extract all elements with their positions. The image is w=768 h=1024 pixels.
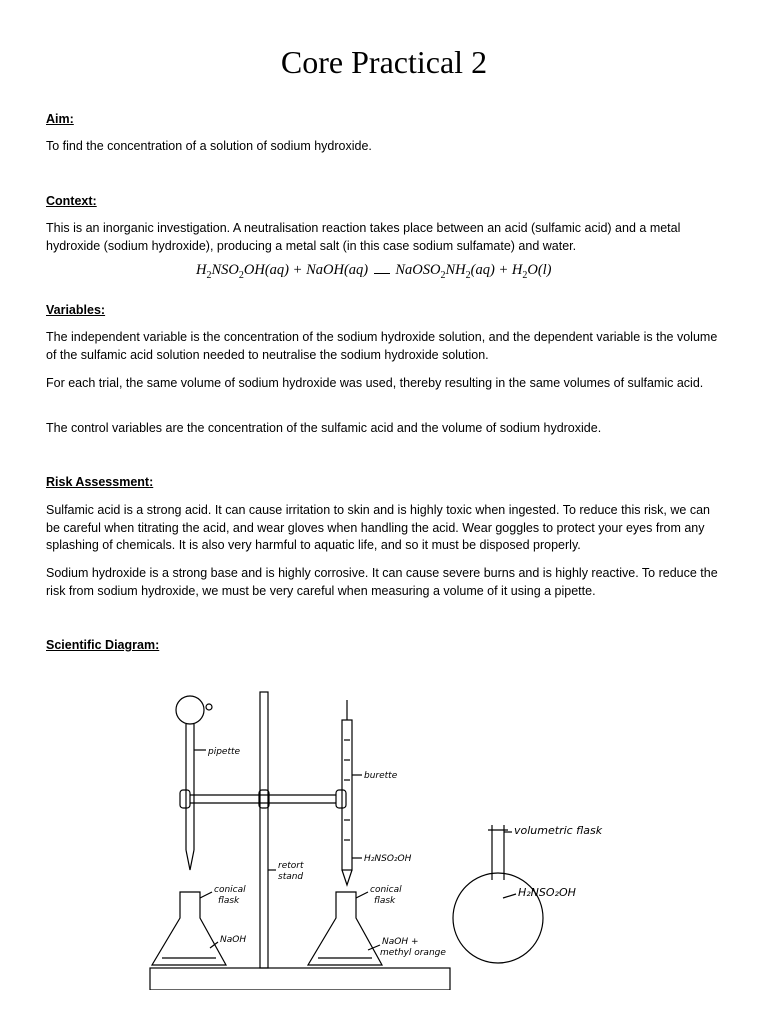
context-text: This is an inorganic investigation. A neutralisation reaction takes place between an acid (sulfamic acid) and a metal hydroxide (sodium hydroxide), producing a metal salt (in this case sodium sulfamate) and water. [46, 221, 681, 253]
label-conical-right: conical [370, 885, 402, 895]
risk-paragraph-2: Sodium hydroxide is a strong base and is highly corrosive. It can cause severe burns and is highly reactive. To reduce the risk from sodium hydroxide, we must be very careful when measuring a volume of it using a pipette. [46, 566, 718, 598]
label-volumetric-flask: volumetric flask [514, 824, 603, 837]
base-plate [150, 968, 450, 990]
label-flask-right: flask [374, 896, 396, 906]
label-stand: stand [278, 872, 304, 882]
burette-tube [342, 720, 352, 870]
label-methyl-orange: methyl orange [380, 948, 446, 958]
clamp-left [180, 790, 190, 808]
label-pipette: pipette [208, 747, 241, 757]
label-burette: burette [364, 771, 398, 781]
conical-flask-right [308, 892, 382, 965]
titration-apparatus-diagram [118, 680, 638, 990]
risk-paragraph-1: Sulfamic acid is a strong acid. It can cause irritation to skin and is highly toxic when ingested. To reduce this risk, we can be careful when titrating the acid, and wear gloves when handling the acid. Wear goggles to protect your eyes from any splashing of chemicals. It is also very harmful to aquatic life, and so it must be disposed properly. [46, 503, 710, 552]
label-naoh-right: NaOH + [382, 937, 419, 947]
label-conical-left: conical [214, 885, 246, 895]
diagram-heading: Scientific Diagram: [46, 638, 160, 652]
aim-heading: Aim: [46, 112, 74, 126]
label-naoh-left: NaOH [220, 935, 247, 945]
label-burette-acid: H₂NSO₂OH [364, 854, 412, 864]
variables-paragraph-2: For each trial, the same volume of sodium hydroxide was used, thereby resulting in the same volumes of sulfamic acid. [46, 376, 704, 390]
variables-paragraph-1: The independent variable is the concentration of the sodium hydroxide solution, and the dependent variable is the volume of the sulfamic acid solution needed to neutralise the sodium hydroxide solution. [46, 330, 718, 362]
reaction-equation: $H_2NSO_2OH(aq)$ + NaOH(aq) $NaOSO_2NH_2(aq) + H_2O(l)$ [196, 262, 552, 281]
label-retort: retort [278, 861, 304, 871]
variables-heading: Variables: [46, 303, 106, 317]
risk-heading: Risk Assessment: [46, 475, 154, 489]
label-flask-left: flask [218, 896, 240, 906]
clamp-right [336, 790, 346, 808]
variables-paragraph-3: The control variables are the concentration of the sulfamic acid and the volume of sodium hydroxide. [46, 421, 602, 435]
context-heading: Context: [46, 194, 97, 208]
label-flask-acid: H₂NSO₂OH [518, 886, 576, 899]
retort-stand-rod [260, 692, 268, 968]
page-title: Core Practical 2 [280, 44, 488, 80]
conical-flask-left [152, 892, 226, 965]
aim-text: To find the concentration of a solution of sodium hydroxide. [46, 139, 372, 153]
pipette-bulb [176, 696, 204, 724]
